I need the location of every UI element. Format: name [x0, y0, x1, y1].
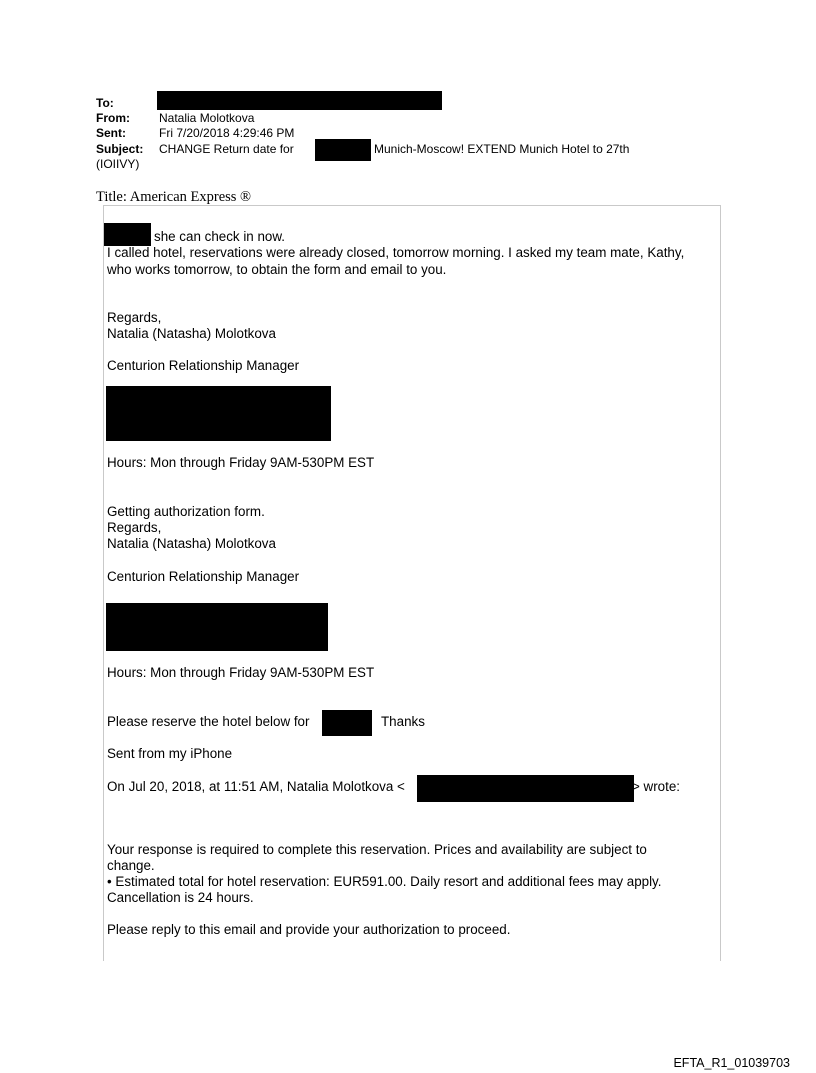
response-line-2: change.: [107, 858, 155, 873]
cancellation-text: Cancellation is 24 hours.: [107, 890, 254, 905]
to-label: To:: [96, 96, 114, 110]
reserve-thanks: Thanks: [381, 714, 425, 729]
quoted-header-end: > wrote:: [632, 779, 681, 794]
signature-name: Natalia (Natasha) Molotkova: [107, 326, 276, 341]
redaction-subject: [315, 139, 371, 161]
check-in-text: she can check in now.: [154, 229, 286, 244]
signature-role-2: Centurion Relationship Manager: [107, 569, 300, 584]
redaction-signature-contact: [106, 386, 331, 441]
subject-part2: Munich-Moscow! EXTEND Munich Hotel to 27th: [374, 142, 630, 156]
sent-from-text: Sent from my iPhone: [107, 746, 233, 761]
regards-text: Regards,: [107, 310, 162, 325]
sent-label: Sent:: [96, 126, 126, 140]
response-line-1: Your response is required to complete this reservation. Prices and availability are subject to: [107, 842, 647, 857]
document-id: EFTA_R1_01039703: [673, 1056, 790, 1070]
estimate-bullet: • Estimated total for hotel reservation: EUR591.00. Daily resort and additional fees may apply.: [107, 874, 662, 889]
getting-form-text: Getting authorization form.: [107, 504, 265, 519]
reply-request: Please reply to this email and provide your authorization to proceed.: [107, 922, 511, 937]
hours-text-2: Hours: Mon through Friday 9AM-530PM EST: [107, 665, 375, 680]
quoted-header-start: On Jul 20, 2018, at 11:51 AM, Natalia Molotkova <: [107, 779, 405, 794]
redaction-to: [157, 91, 442, 110]
redaction-reserve-name: [322, 710, 372, 736]
title-line: Title: American Express ®: [96, 189, 252, 205]
hours-text: Hours: Mon through Friday 9AM-530PM EST: [107, 455, 375, 470]
from-label: From:: [96, 111, 130, 125]
sent-value: Fri 7/20/2018 4:29:46 PM: [159, 126, 295, 140]
subject-line2: (IOIIVY): [96, 157, 140, 171]
called-line-1: I called hotel, reservations were already closed, tomorrow morning. I asked my team mate, Kathy,: [107, 245, 685, 260]
subject-part1: CHANGE Return date for: [159, 142, 294, 156]
regards-text-2: Regards,: [107, 520, 162, 535]
reserve-request: Please reserve the hotel below for: [107, 714, 310, 729]
signature-name-2: Natalia (Natasha) Molotkova: [107, 536, 276, 551]
signature-role: Centurion Relationship Manager: [107, 358, 300, 373]
from-value: Natalia Molotkova: [159, 111, 255, 125]
subject-label: Subject:: [96, 142, 144, 156]
called-line-2: who works tomorrow, to obtain the form and email to you.: [107, 262, 447, 277]
redaction-email-address: [417, 775, 634, 802]
redaction-signature-contact-2: [106, 603, 328, 651]
redaction-recipient-name: [104, 223, 151, 246]
